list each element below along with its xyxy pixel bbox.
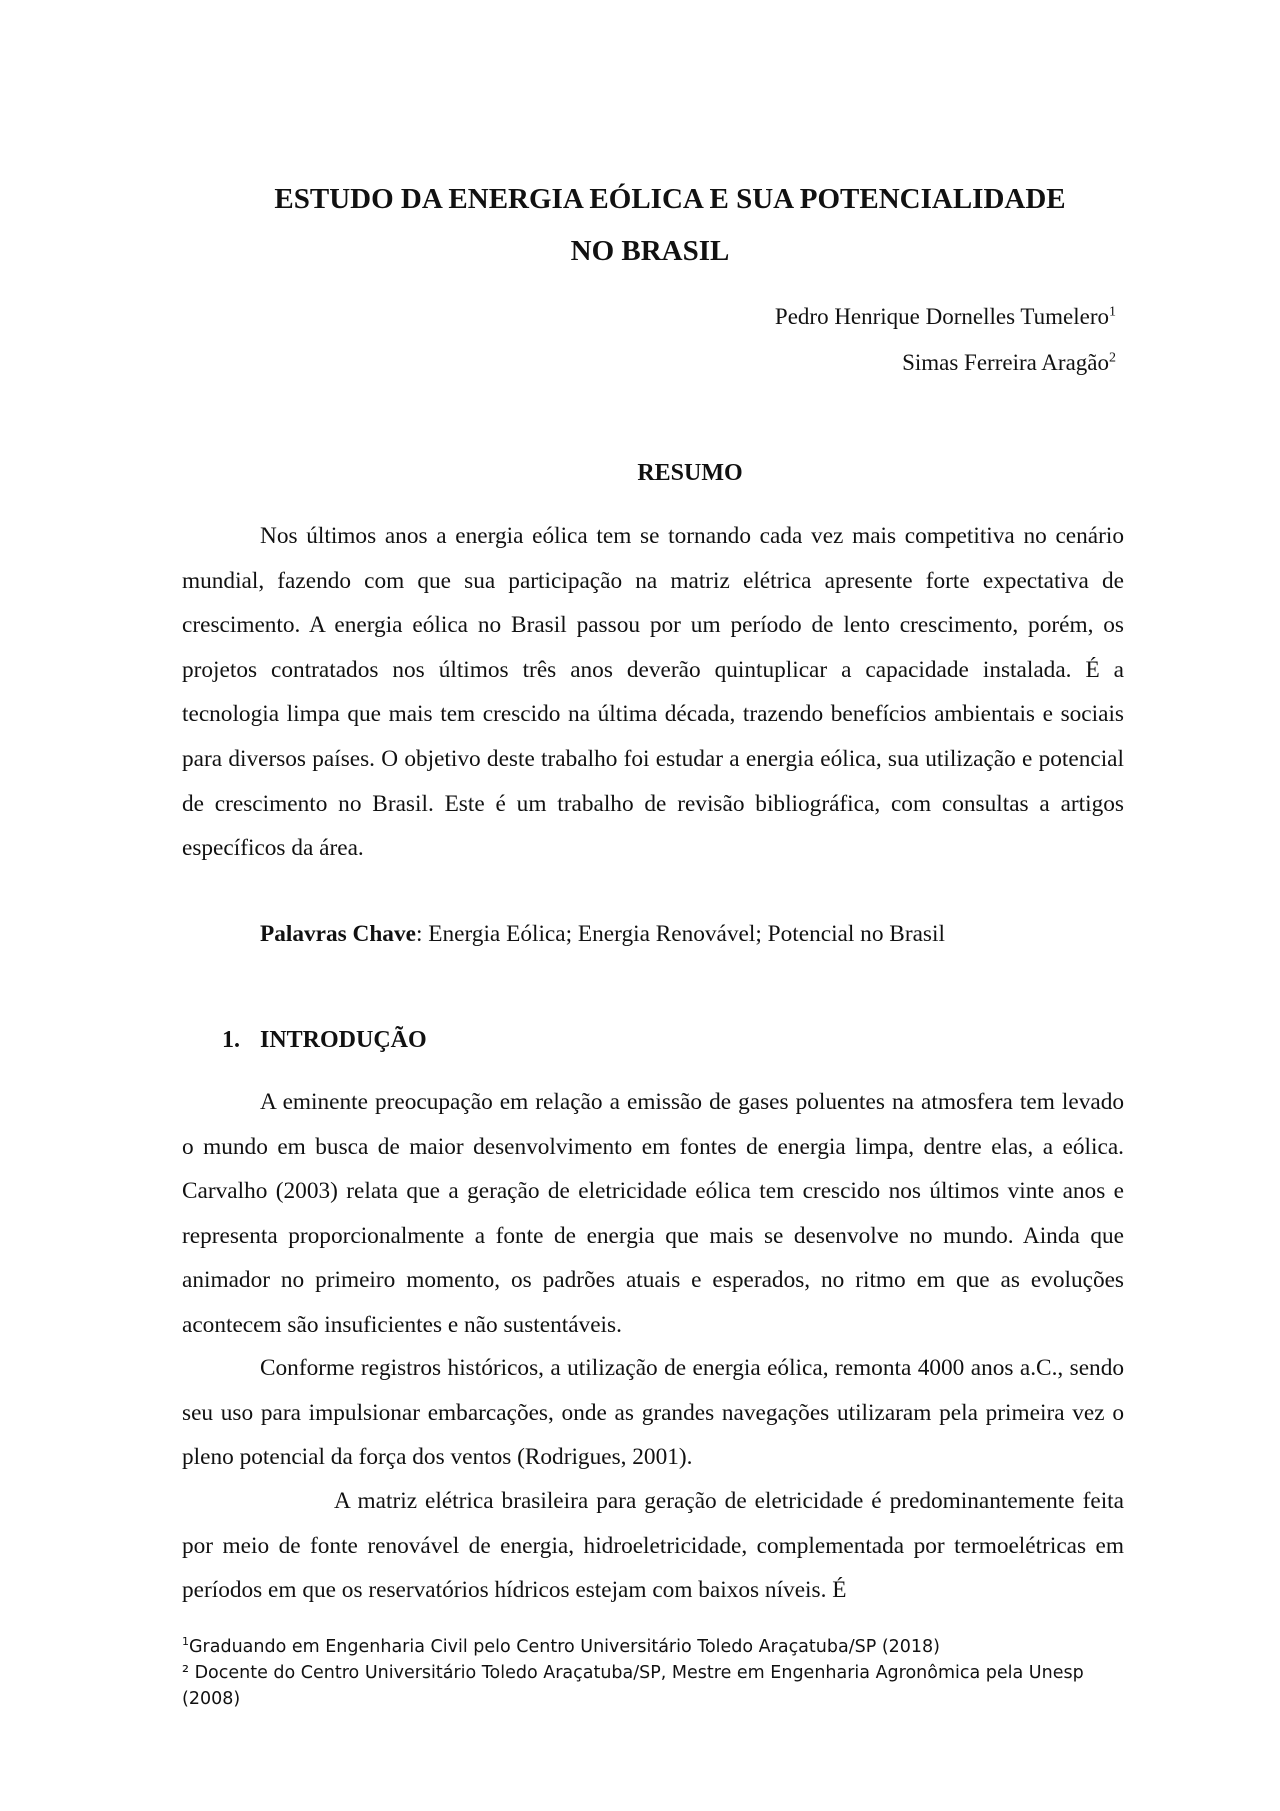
footnotes [182,1634,1142,1712]
footnote-text: Docente do Centro Universitário Toledo Araçatuba/SP, Mestre em Engenharia Agronômica pela Unesp (2008) [182,1663,1084,1709]
footnote-1 [182,1634,1142,1660]
introduction-heading [222,1025,427,1055]
keywords-label: Palavras Chave [260,921,416,947]
footnote-text: Graduando em Engenharia Civil pelo Centro Universitário Toledo Araçatuba/SP (2018) [189,1637,941,1657]
keywords-values: : Energia Eólica; Energia Renovável; Potencial no Brasil [415,921,945,947]
author-footnote-mark: 2 [1109,350,1116,366]
author-name: Pedro Henrique Dornelles Tumelero [774,304,1109,329]
author-1 [775,302,1116,332]
section-number: 1. [222,1027,240,1053]
introduction-paragraph-1: A eminente preocupação em relação a emissão de gases poluentes na atmosfera tem levado o mundo em busca de maior desenvolvimento em fontes de energia limpa, dentre elas, a eólica. Carvalho (2003) relata que a geração de eletricidade eólica tem crescido nos últimos vinte anos e representa proporcionalmente a fonte de energia que mais se desenvolve no mundo. Ainda que animador no primeiro momento, os padrões atuais e esperados, no ritmo em que as evoluções acontecem são insuficientes e não sustentáveis. [182,1089,1124,1338]
section-title: INTRODUÇÃO [260,1027,427,1053]
footnote-mark: 1 [182,1635,189,1649]
author-name: Simas Ferreira Aragão [902,350,1109,375]
keywords [260,918,945,950]
footnote-mark: ² [182,1663,190,1683]
author-footnote-mark: 1 [1109,304,1116,320]
title-line-1: ESTUDO DA ENERGIA EÓLICA E SUA POTENCIALIDADE [274,183,1066,215]
footnote-2 [182,1660,1142,1712]
title-line-2: NO BRASIL [570,235,730,267]
author-2 [902,348,1116,378]
introduction-paragraph-3: A matriz elétrica brasileira para geração de eletricidade é predominantemente feita por meio de fonte renovável de energia, hidroeletricidade, complementada por termoelétricas em períodos em que os reservatórios hídricos estejam com baixos níveis. É [182,1488,1124,1604]
abstract-text: Nos últimos anos a energia eólica tem se tornando cada vez mais competitiva no cenário mundial, fazendo com que sua participação na matriz elétrica apresente forte expectativa de crescimento. A energia eólica no Brasil passou por um período de lento crescimento, porém, os projetos contratados nos últimos três anos deverão quintuplicar a capacidade instalada. É a tecnologia limpa que mais tem crescido na última década, trazendo benefícios ambientais e sociais para diversos países. O objetivo deste trabalho foi estudar a energia eólica, sua utilização e potencial de crescimento no Brasil. Este é um trabalho de revisão bibliográfica, com consultas a artigos específicos da área. [182,523,1124,862]
abstract-heading: RESUMO [637,460,743,486]
introduction-paragraph-2: Conforme registros históricos, a utilização de energia eólica, remonta 4000 anos a.C., sendo seu uso para impulsionar embarcações, onde as grandes navegações utilizaram pela primeira vez o pleno potencial da força dos ventos (Rodrigues, 2001). [182,1355,1124,1471]
